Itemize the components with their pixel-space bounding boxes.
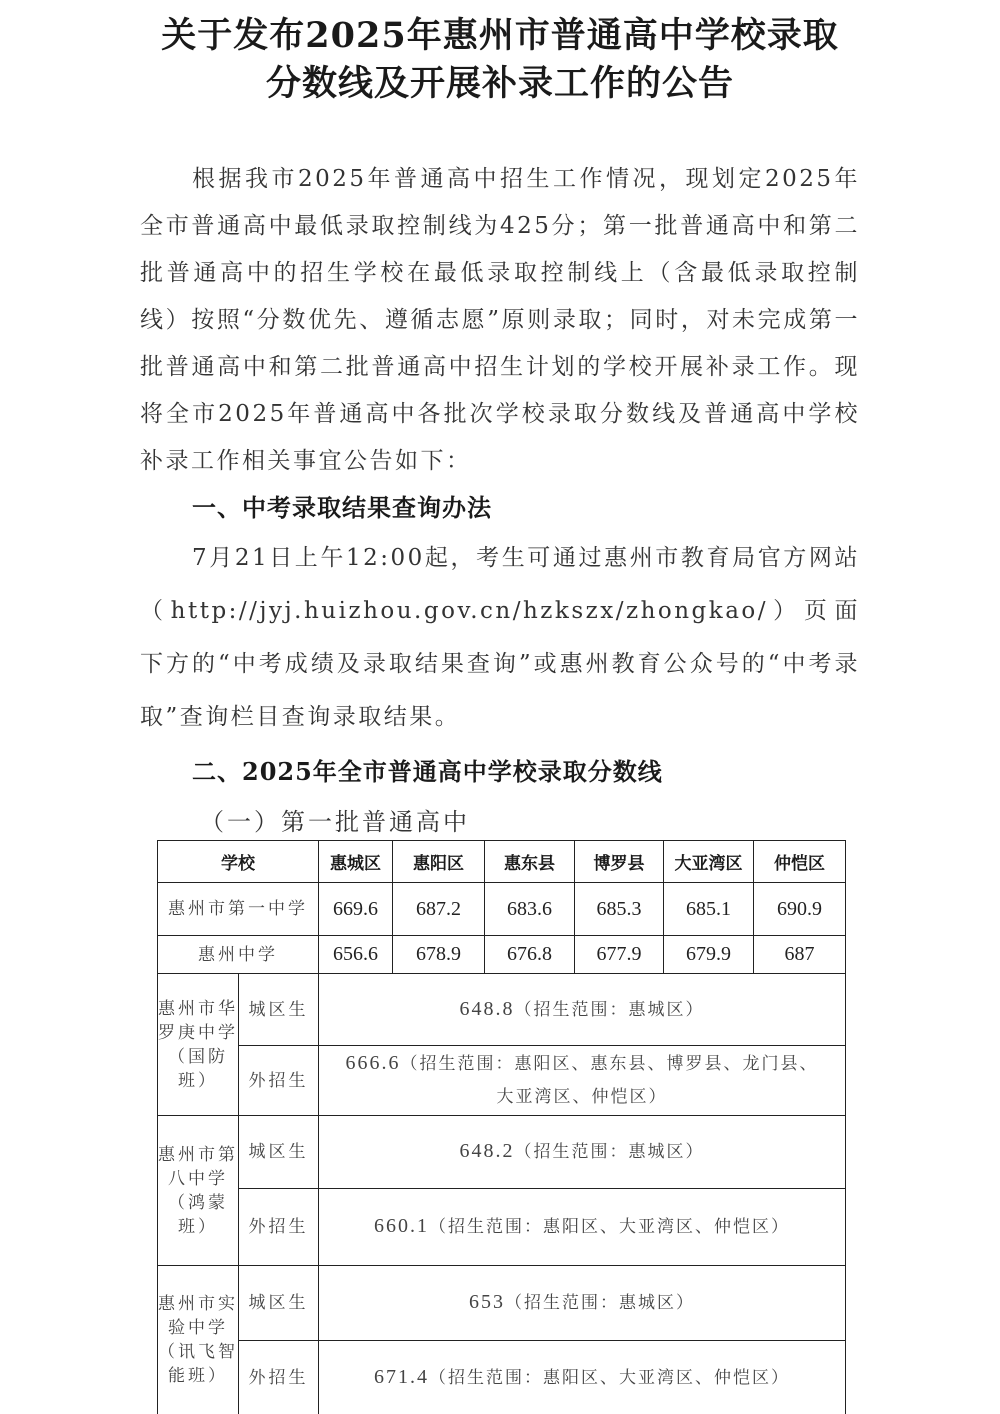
school-name: 惠州中学 (158, 936, 319, 974)
table-row (158, 1341, 846, 1414)
score-cell: 683.6 (485, 883, 575, 936)
student-type: 外招生 (239, 1046, 319, 1116)
student-type: 城区生 (239, 974, 319, 1046)
header-cell: 惠城区 (319, 841, 393, 883)
score-value: 666.6 (345, 1052, 401, 1074)
score-cell: 687 (754, 936, 846, 974)
heading-query-method: 一、中考录取结果查询办法 (192, 493, 492, 522)
school-name: 惠州市华罗庚中学（国防班） (158, 974, 239, 1116)
table-row (158, 974, 846, 1046)
score-cell: 669.6 (319, 883, 393, 936)
score-value: 660.1 (374, 1215, 429, 1237)
score-note-cell (319, 1341, 846, 1414)
score-value: 671.4 (374, 1365, 429, 1388)
score-cell: 677.9 (575, 936, 664, 974)
enrollment-scope: （招生范围：惠阳区、大亚湾区、仲恺区） (429, 1217, 790, 1237)
header-cell: 大亚湾区 (664, 841, 754, 883)
enrollment-scope: （招生范围：惠城区） (505, 1293, 695, 1313)
student-type: 城区生 (239, 1266, 319, 1341)
score-note-cell (319, 1266, 846, 1341)
title-line-2: 分数线及开展补录工作的公告 (265, 63, 734, 104)
table-row (158, 883, 846, 936)
table-row (158, 1189, 846, 1266)
header-cell: 惠东县 (485, 841, 575, 883)
table-header-row (158, 841, 846, 883)
score-cell: 685.3 (575, 883, 664, 936)
student-type: 城区生 (239, 1116, 319, 1189)
header-cell: 学校 (158, 841, 319, 883)
score-cell: 679.9 (664, 936, 754, 974)
score-note-cell (319, 974, 846, 1046)
student-type: 外招生 (239, 1189, 319, 1266)
score-note-cell (319, 1189, 846, 1266)
score-cell: 685.1 (664, 883, 754, 936)
school-name: 惠州市实验中学（讯飞智能班） (158, 1266, 239, 1414)
table-row (158, 1266, 846, 1341)
score-table (157, 840, 846, 1414)
score-cell: 690.9 (754, 883, 846, 936)
heading-score-lines: 二、2025年全市普通高中学校录取分数线 (192, 757, 663, 786)
score-cell: 678.9 (393, 936, 485, 974)
header-cell: 仲恺区 (754, 841, 846, 883)
header-cell: 惠阳区 (393, 841, 485, 883)
score-cell: 656.6 (319, 936, 393, 974)
query-paragraph: 7月21日上午12:00起，考生可通过惠州市教育局官方网站（http://jyj.huizhou.gov.cn/hzkszx/zhongkao/）页面下方的“中考成绩及录取结果查询”或惠州教育公众号的“中考录取”查询栏目查询录取结果。 (140, 545, 860, 730)
score-value: 648.8 (459, 997, 515, 1020)
score-cell: 676.8 (485, 936, 575, 974)
score-cell: 687.2 (393, 883, 485, 936)
header-cell: 博罗县 (575, 841, 664, 883)
title-line-1: 关于发布2025年惠州市普通高中学校录取 (161, 15, 839, 56)
school-name: 惠州市第八中学（鸿蒙班） (158, 1116, 239, 1266)
enrollment-scope: （招生范围：惠城区） (514, 999, 705, 1020)
score-note-cell (319, 1046, 846, 1116)
score-note-cell (319, 1116, 846, 1189)
score-value: 648.2 (459, 1140, 515, 1162)
enrollment-scope: （招生范围：惠城区） (514, 1142, 705, 1162)
intro-paragraph: 根据我市2025年普通高中招生工作情况，现划定2025年全市普通高中最低录取控制线为425分；第一批普通高中和第二批普通高中的招生学校在最低录取控制线上（含最低录取控制线）按照“分数优先、遵循志愿”原则录取；同时，对未完成第一批普通高中和第二批普通高中招生计划的学校开展补录工作。现将全市2025年普通高中各批次学校录取分数线及普通高中学校补录工作相关事宜公告如下： (140, 166, 860, 474)
enrollment-scope: （招生范围：惠阳区、大亚湾区、仲恺区） (429, 1367, 790, 1388)
student-type: 外招生 (239, 1341, 319, 1414)
table-row (158, 1046, 846, 1116)
table-row (158, 1116, 846, 1189)
table-row (158, 936, 846, 974)
score-value: 653 (469, 1291, 505, 1313)
enrollment-scope: （招生范围：惠阳区、惠东县、博罗县、龙门县、大亚湾区、仲恺区） (400, 1054, 819, 1107)
subheading-first-batch: （一）第一批普通高中 (200, 808, 470, 836)
school-name: 惠州市第一中学 (158, 883, 319, 936)
